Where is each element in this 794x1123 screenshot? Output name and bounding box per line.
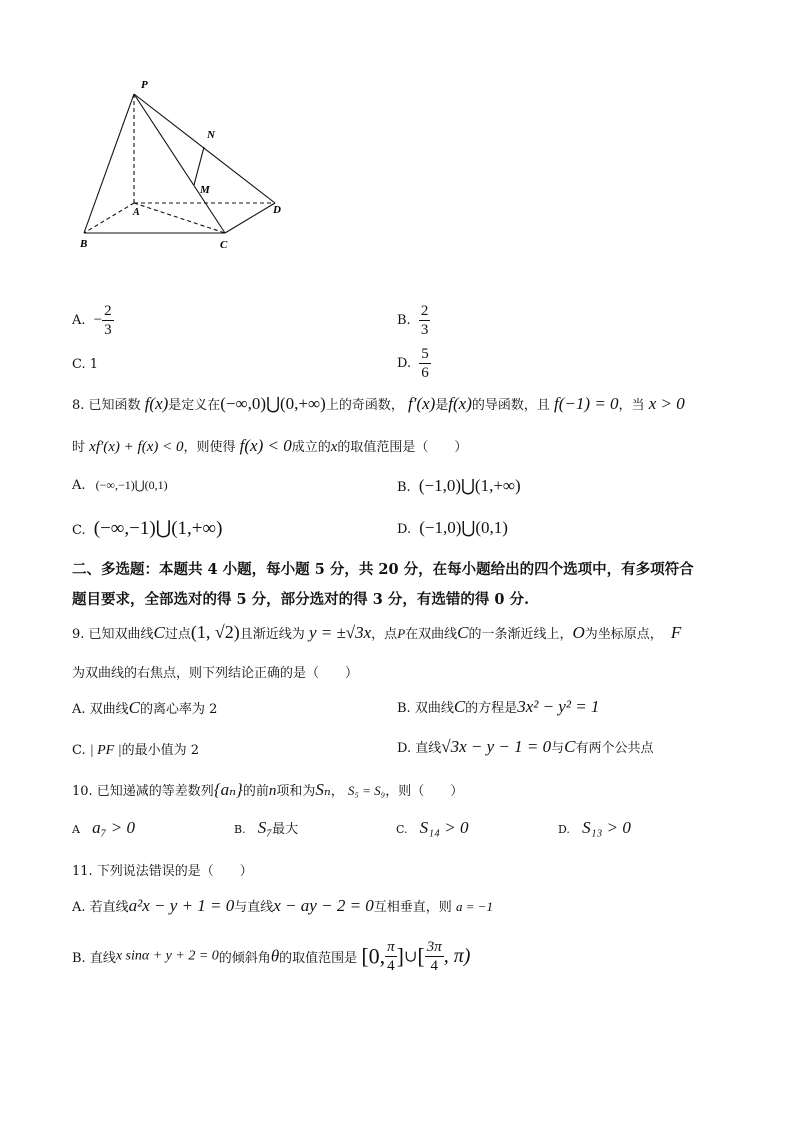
q11-text: A. 若直线	[72, 900, 129, 915]
edge-PC	[134, 94, 225, 233]
q7-b-label: B.	[397, 313, 411, 328]
q11-math: [0,	[361, 943, 386, 969]
q7-d-fraction: $\frac{5}{6}$	[421, 346, 429, 381]
q8-math: f(−1) = 0	[554, 394, 619, 413]
q8-option-a[interactable]	[72, 478, 168, 493]
q8-math: f(x)	[448, 394, 472, 413]
q10-option-d[interactable]	[558, 818, 631, 838]
q8-math: f(x)	[144, 394, 169, 413]
q8-option-d[interactable]	[397, 518, 508, 538]
q8-math: (−∞,0)⋃(0,+∞)	[220, 394, 326, 413]
q10-text: 的前	[242, 784, 269, 799]
q7-a-label: A.	[72, 313, 86, 328]
q9-math: C	[453, 697, 466, 716]
q11-math: x − ay − 2 = 0	[273, 896, 374, 915]
q9-text: B. 双曲线	[397, 701, 454, 716]
q9-text: 的一条渐近线上，	[468, 627, 573, 642]
q9-option-c[interactable]	[72, 739, 199, 759]
q10-c-value: S₁₄ > 0	[419, 818, 469, 837]
q8-option-c[interactable]	[72, 517, 222, 540]
q7-b-fraction: $\frac{2}{3}$	[420, 303, 429, 338]
label-D: D	[273, 204, 281, 216]
q9-text: A. 双曲线	[72, 702, 129, 717]
q11-math: ∪	[404, 948, 418, 966]
section-heading-line1: 二、多选题：本题共 4 小题，每小题 5 分，共 20 分，在每小题给出的四个选项中，有多项符合	[72, 561, 694, 578]
q7-a-fraction: $\frac{2}{3}$	[104, 303, 112, 338]
q9-option-d[interactable]	[397, 737, 653, 757]
q10-c-label: C.	[396, 823, 408, 836]
q11-stem: 11. 下列说法错误的是（ ）	[72, 864, 253, 879]
q8-text: 上的奇函数，	[325, 398, 404, 413]
q10-math: n	[268, 783, 277, 799]
q9-math: y = ±√3x	[308, 623, 372, 642]
q11-math: a = −1	[455, 899, 493, 914]
q7-option-d[interactable]	[397, 345, 431, 382]
q11-math: [	[417, 943, 425, 969]
label-M: M	[200, 184, 210, 196]
q7-a-sign: −	[93, 312, 103, 328]
q9-math: √3x − y − 1 = 0	[441, 737, 552, 756]
q11-text: 的倾斜角	[218, 951, 271, 966]
q9-text: C.	[72, 743, 86, 758]
q8-text: 8. 已知函数	[72, 398, 141, 413]
q8-stem-line2	[72, 436, 467, 456]
q8-a-label: A.	[72, 478, 86, 493]
q11-math: x sinα + y + 2 = 0	[115, 948, 219, 964]
q9-text: 且渐近线为	[239, 627, 305, 642]
q9-text: 的最小值为 2	[121, 743, 199, 758]
q7-d-label: D.	[397, 356, 412, 371]
q11-math: ]	[396, 943, 404, 969]
q7-option-b[interactable]	[397, 302, 430, 339]
q9-option-b[interactable]	[397, 697, 599, 717]
q11-fraction-3pi-4: $\frac{3\pi}{4}$	[426, 939, 442, 974]
q8-c-label: C.	[72, 523, 86, 538]
q8-text: 的取值范围是（ ）	[337, 440, 468, 455]
q8-text: 成立的	[291, 440, 331, 455]
q10-text: ，	[330, 784, 344, 799]
q10-option-c[interactable]	[396, 818, 468, 838]
q9-text: D. 直线	[397, 741, 442, 756]
label-N: N	[207, 129, 215, 141]
label-B: B	[80, 238, 88, 250]
q8-text: 的导函数，且	[471, 398, 550, 413]
section-heading-line2: 题目要求，全部选对的得 5 分，部分选对的得 3 分，有选错的得 0 分.	[72, 591, 530, 608]
q11-text: 与直线	[234, 900, 274, 915]
q9-text: 的离心率为 2	[140, 702, 218, 717]
q8-stem-line1	[72, 394, 685, 414]
q8-option-b[interactable]	[397, 476, 521, 496]
q9-stem-line2: 为双曲线的右焦点，则下列结论正确的是（ ）	[72, 666, 359, 681]
q10-text: 10. 已知递减的等差数列	[72, 784, 214, 799]
q10-b-value: S₇	[257, 818, 273, 837]
q9-math: 3x² − y² = 1	[517, 697, 600, 716]
q10-math: {aₙ}	[213, 780, 243, 799]
q9-text: 有两个公共点	[575, 741, 654, 756]
q9-text: ，点	[371, 627, 398, 642]
q10-a-label: A	[72, 823, 80, 836]
edge-AC	[134, 203, 225, 233]
q8-d-value: (−1,0)⋃(0,1)	[419, 518, 508, 537]
q8-d-label: D.	[397, 522, 412, 537]
q10-b-label: B.	[234, 823, 246, 836]
q11-math: , π)	[443, 945, 471, 967]
q8-math: f(x) < 0	[239, 436, 292, 455]
q11-option-a[interactable]	[72, 896, 493, 916]
q11-text: 互相垂直，则	[373, 900, 452, 915]
q8-text: 时	[72, 440, 86, 455]
edge-CD	[225, 203, 275, 233]
q10-math: Sₙ	[315, 780, 331, 799]
q11-math: θ	[270, 946, 280, 966]
q8-b-value: (−1,0)⋃(1,+∞)	[418, 476, 521, 495]
q11-math: a²x − y + 1 = 0	[128, 896, 235, 915]
q9-math: (1, √2)	[190, 622, 240, 642]
q8-a-value: (−∞,−1)⋃(0,1)	[95, 478, 168, 492]
q9-math: C	[128, 698, 140, 717]
q9-text: 与	[551, 741, 565, 756]
q10-d-label: D.	[558, 823, 570, 836]
q11-fraction-pi-4: $\frac{\pi}{4}$	[387, 939, 395, 974]
label-P: P	[141, 79, 148, 91]
q9-math: F	[670, 623, 682, 642]
edge-AB	[84, 203, 134, 233]
q11-option-b[interactable]	[72, 938, 470, 975]
q10-option-b[interactable]	[234, 818, 298, 838]
q9-math: | PF |	[89, 743, 122, 758]
q10-math: S₅ = S₉	[347, 783, 386, 798]
label-C: C	[220, 239, 228, 251]
q9-math: C	[564, 737, 576, 756]
q10-text: 最大	[272, 822, 299, 837]
q8-text: 是定义在	[168, 398, 221, 413]
q9-text: 9. 已知双曲线	[72, 627, 154, 642]
q8-text: ，当	[618, 398, 645, 413]
q9-text: 过点	[164, 627, 191, 642]
q10-a-value: a₇ > 0	[92, 818, 135, 837]
q7-option-a[interactable]	[72, 302, 114, 339]
q10-text: 项和为	[276, 784, 316, 799]
q8-math: x	[330, 439, 338, 455]
q8-math: f′(x)	[407, 394, 436, 413]
q8-math: x > 0	[648, 394, 685, 413]
q11-text: B. 直线	[72, 951, 116, 966]
edge-PB	[84, 94, 134, 233]
q8-b-label: B.	[397, 480, 411, 495]
q9-math: C	[457, 623, 469, 642]
q9-text: 在双曲线	[405, 627, 458, 642]
q9-option-a[interactable]	[72, 698, 217, 718]
q9-math: C	[153, 623, 165, 642]
pyramid-figure	[70, 70, 300, 255]
q7-option-c[interactable]: C. 1	[72, 357, 99, 372]
q8-text: 是	[435, 398, 449, 413]
q9-math: P	[397, 626, 406, 641]
q8-c-value: (−∞,−1)⋃(1,+∞)	[93, 518, 223, 539]
q8-math: xf′(x) + f(x) < 0	[89, 439, 184, 455]
q10-d-value: S₁₃ > 0	[582, 818, 631, 837]
segment-MN	[194, 147, 204, 185]
q8-text: ，则使得	[183, 440, 236, 455]
q11-text: 的取值范围是	[279, 951, 358, 966]
q9-math: O	[572, 623, 585, 642]
q10-text: ，则（ ）	[385, 784, 464, 799]
q9-stem-line1	[72, 622, 681, 643]
q10-option-a[interactable]	[72, 818, 135, 838]
q9-text: 的方程是	[465, 701, 518, 716]
q9-text: 为坐标原点，	[584, 627, 663, 642]
q10-stem	[72, 780, 463, 800]
label-A: A	[133, 207, 140, 218]
